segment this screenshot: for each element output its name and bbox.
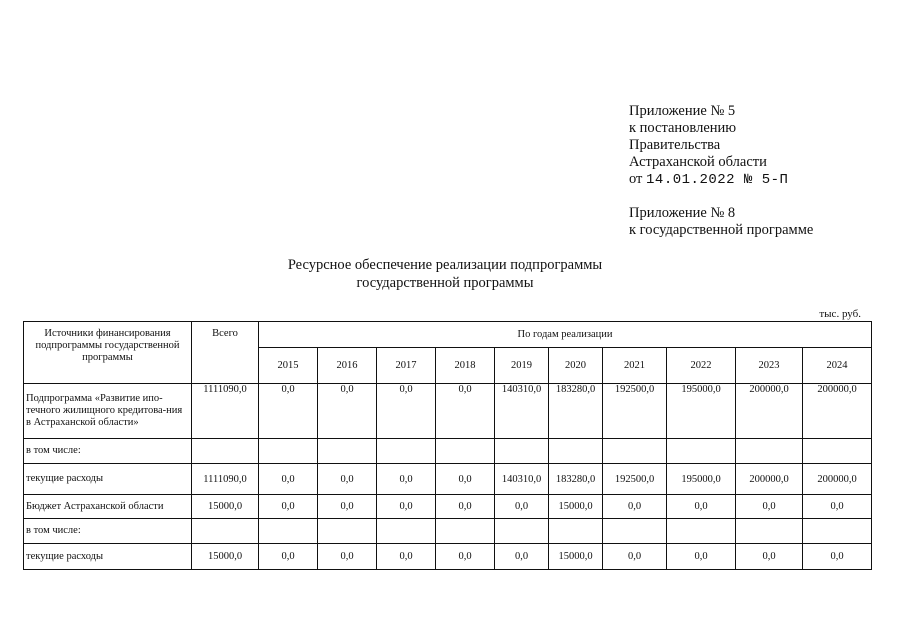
row-value: 200000,0 [803,384,872,439]
row-source-label: в том числе: [24,519,192,544]
row-value: 0,0 [436,384,495,439]
row-value: 0,0 [603,544,667,570]
row-value [318,519,377,544]
row-value: 0,0 [259,464,318,495]
row-value: 183280,0 [549,464,603,495]
row-total [192,439,259,464]
header-total: Всего [192,322,259,384]
row-value: 140310,0 [495,384,549,439]
date-prefix: от [629,171,643,187]
table-row [24,519,872,544]
row-value: 0,0 [259,495,318,519]
header-years: По годам реализации [259,322,872,348]
appendix-5-date-line [629,171,788,189]
row-value: 0,0 [495,495,549,519]
table-row [24,384,872,439]
row-value: 0,0 [259,384,318,439]
row-value: 0,0 [603,495,667,519]
document-title-line: Ресурсное обеспечение реализации подпрограммы [287,257,603,273]
row-value: 0,0 [436,544,495,570]
row-value: 0,0 [803,544,872,570]
row-value [377,519,436,544]
row-total [192,519,259,544]
row-value [667,439,736,464]
row-value: 0,0 [667,495,736,519]
row-source-label: текущие расходы [24,544,192,570]
row-value [377,439,436,464]
row-value [259,519,318,544]
row-value [549,439,603,464]
row-value [436,519,495,544]
appendix-5-line: Приложение № 5 [629,103,736,119]
row-value: 0,0 [377,384,436,439]
row-total: 15000,0 [192,495,259,519]
row-value: 140310,0 [495,464,549,495]
table-row [24,544,872,570]
year-header: 2017 [377,348,436,384]
row-value [259,439,318,464]
row-value: 0,0 [436,464,495,495]
row-value [549,519,603,544]
row-value [736,519,803,544]
header-source: Источники финансирования подпрограммы государственной программы [24,322,192,384]
row-source-label: текущие расходы [24,464,192,495]
row-value: 0,0 [318,464,377,495]
table-row [24,495,872,519]
row-value: 15000,0 [549,495,603,519]
row-total: 1111090,0 [192,384,259,439]
financing-table [23,321,872,570]
year-header: 2024 [803,348,872,384]
row-source-label: Подпрограмма «Развитие ипо-течного жилищного кредитова-ния в Астраханской области» [24,384,192,439]
units-label: тыс. руб. [819,308,861,320]
row-source-label: Бюджет Астраханской области [24,495,192,519]
table-row [24,464,872,495]
year-header: 2021 [603,348,667,384]
row-value: 0,0 [318,495,377,519]
row-value [318,439,377,464]
row-value: 0,0 [377,495,436,519]
year-header: 2016 [318,348,377,384]
row-value: 0,0 [318,544,377,570]
year-header: 2018 [436,348,495,384]
appendix-8-line: к государственной программе [629,222,814,238]
row-value [603,439,667,464]
row-value [603,519,667,544]
row-value: 0,0 [436,495,495,519]
year-header: 2020 [549,348,603,384]
row-value [495,439,549,464]
row-source-label: в том числе: [24,439,192,464]
document-title [200,256,690,292]
year-header: 2022 [667,348,736,384]
appendix-5-line: к постановлению [629,120,737,136]
document-title-line: государственной программы [356,275,534,291]
row-value [495,519,549,544]
appendix-5-line: Правительства [629,137,721,153]
row-value: 192500,0 [603,384,667,439]
row-value: 0,0 [495,544,549,570]
row-value: 0,0 [736,495,803,519]
row-value: 0,0 [259,544,318,570]
row-value [736,439,803,464]
row-total: 1111090,0 [192,464,259,495]
row-value [803,439,872,464]
appendix-5-block [629,103,788,189]
row-value: 0,0 [736,544,803,570]
row-value: 0,0 [667,544,736,570]
row-value: 0,0 [318,384,377,439]
appendix-5-line: Астраханской области [629,154,767,170]
row-value: 183280,0 [549,384,603,439]
row-value: 200000,0 [736,384,803,439]
header-row [24,322,872,348]
row-value: 15000,0 [549,544,603,570]
row-value [667,519,736,544]
year-header: 2019 [495,348,549,384]
row-total: 15000,0 [192,544,259,570]
appendix-8-block [629,205,813,239]
year-header: 2015 [259,348,318,384]
row-value: 0,0 [377,464,436,495]
row-value [803,519,872,544]
appendix-8-line: Приложение № 8 [629,205,736,221]
row-value [436,439,495,464]
row-value: 195000,0 [667,464,736,495]
table-row [24,439,872,464]
row-value: 0,0 [803,495,872,519]
row-value: 200000,0 [736,464,803,495]
year-header: 2023 [736,348,803,384]
row-value: 0,0 [377,544,436,570]
row-value: 195000,0 [667,384,736,439]
resolution-date-number: 14.01.2022 № 5-П [646,172,789,188]
row-value: 192500,0 [603,464,667,495]
row-value: 200000,0 [803,464,872,495]
